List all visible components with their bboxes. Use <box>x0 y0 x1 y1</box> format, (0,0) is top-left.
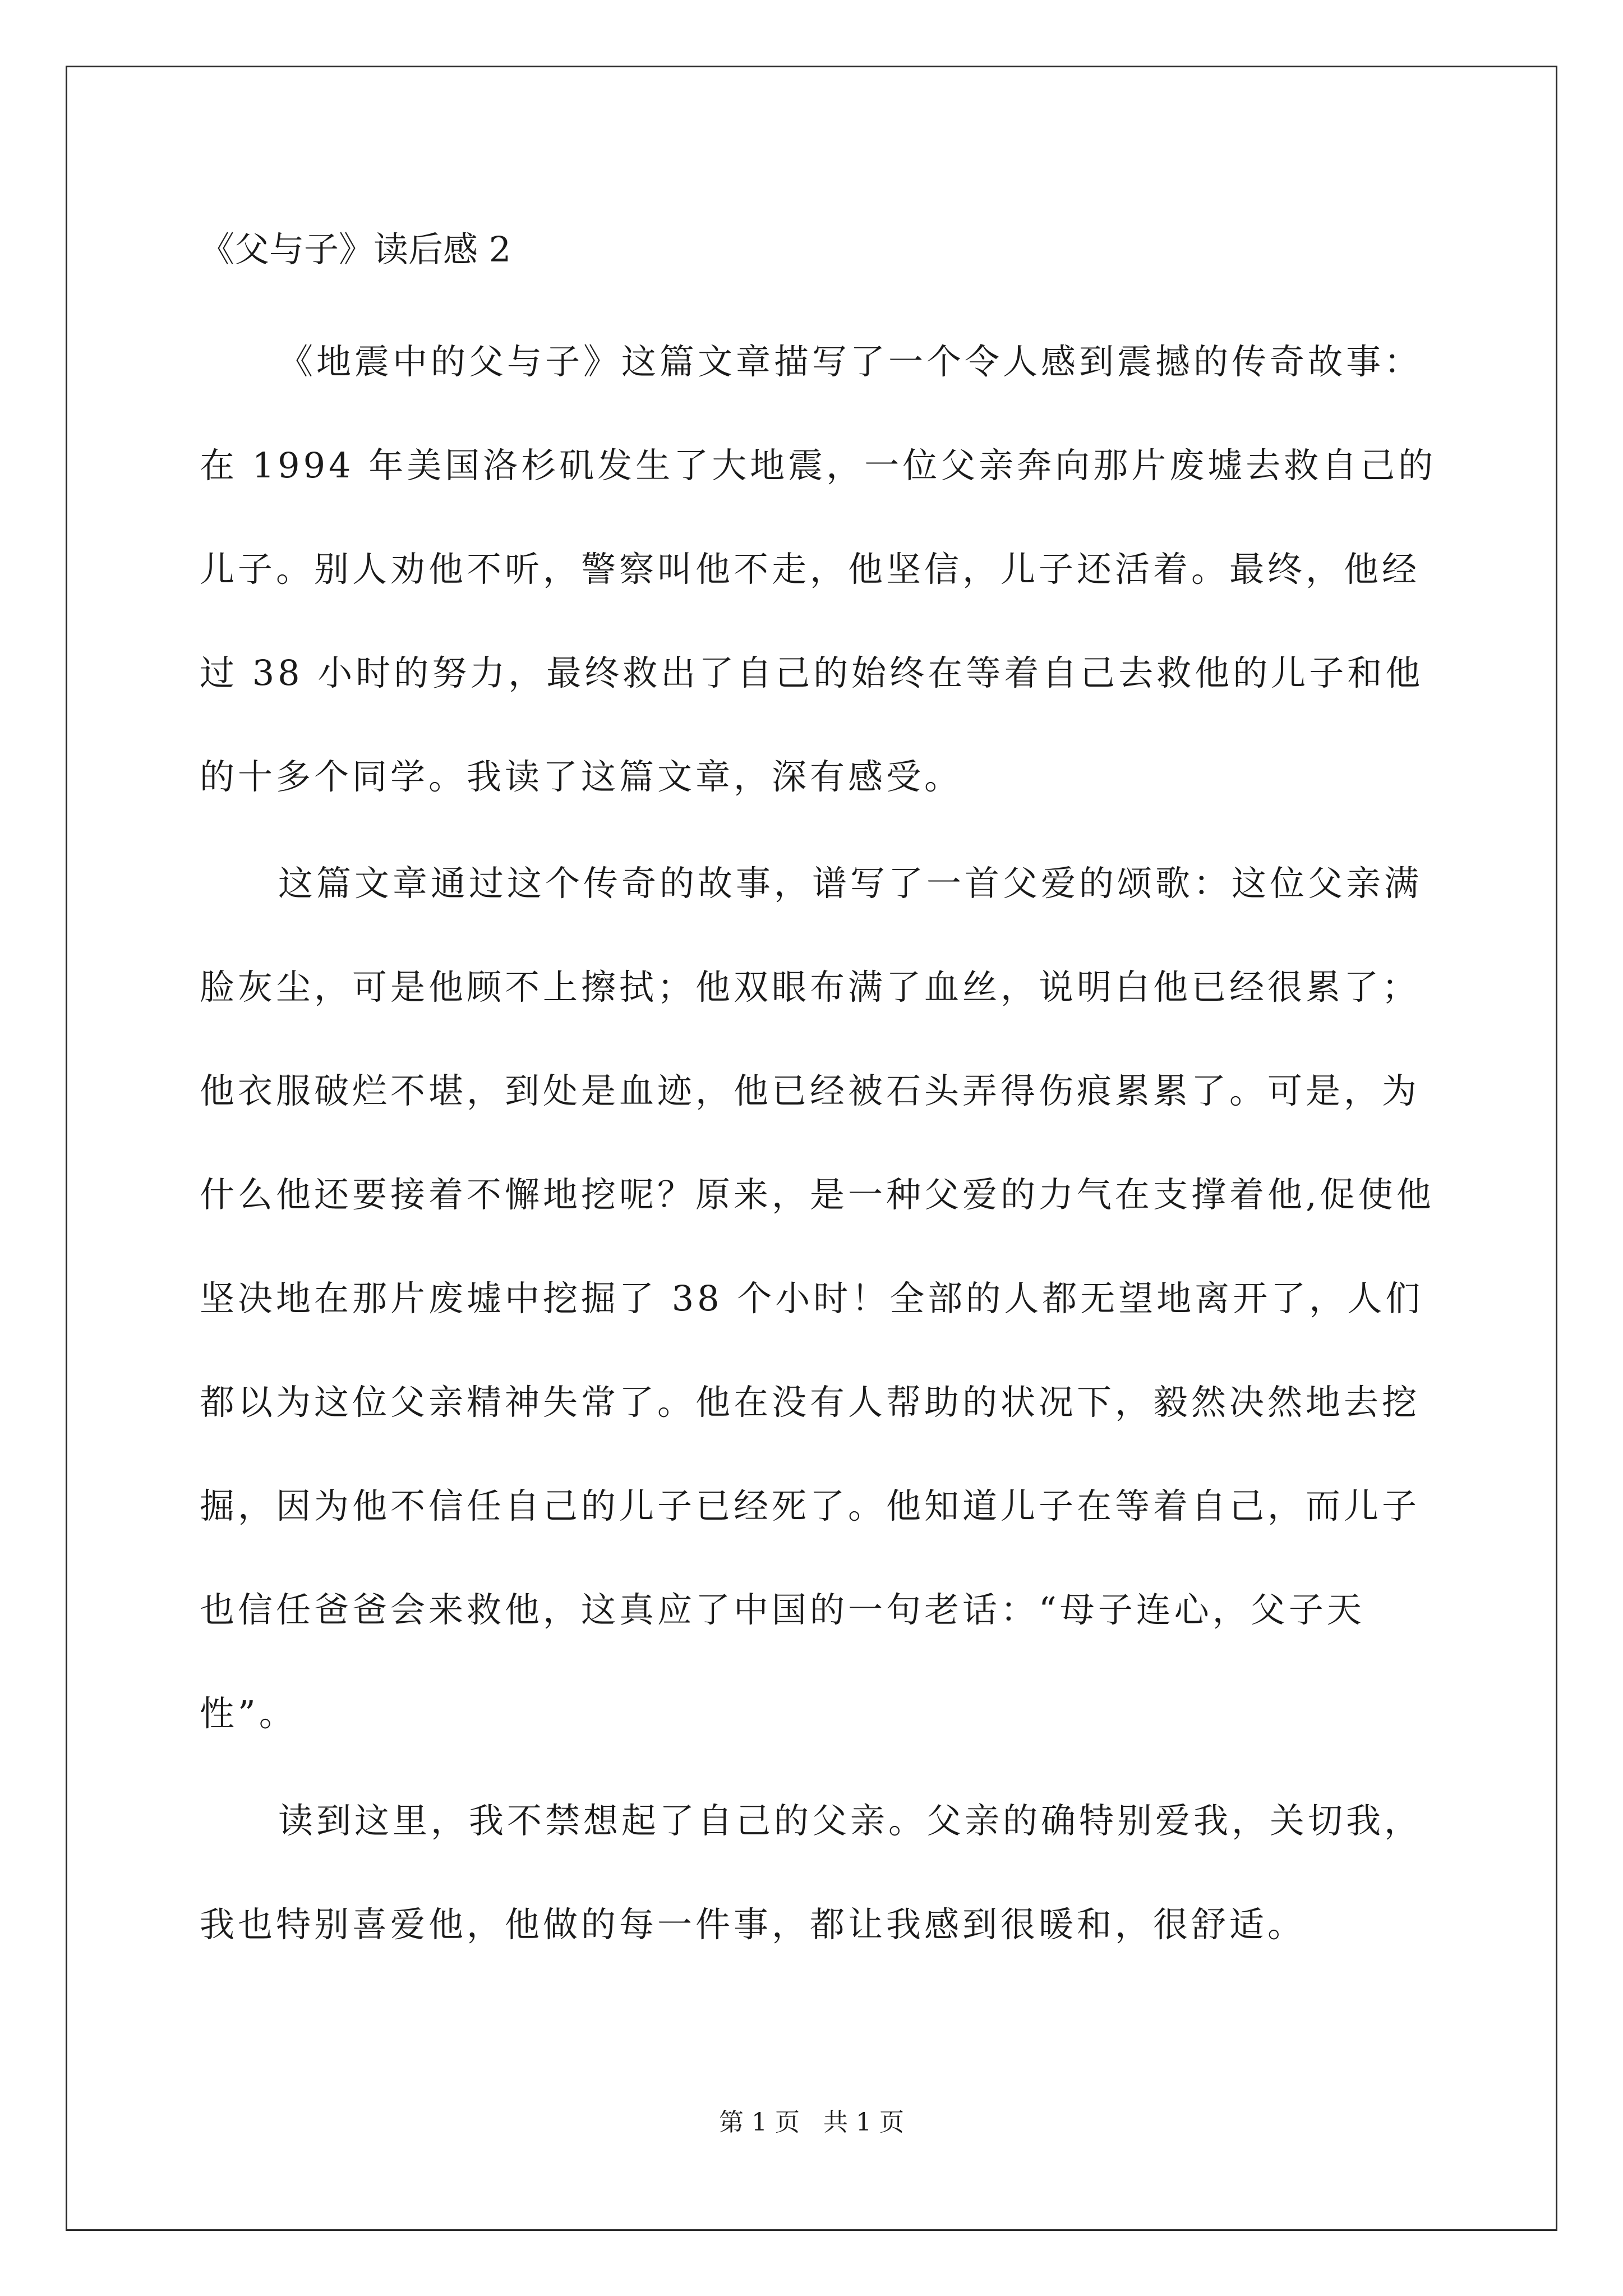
paragraph-3: 读到这里，我不禁想起了自己的父亲。父亲的确特别爱我，关切我，我也特别喜爱他，他做的每一件事，都让我感到很暖和，很舒适。 <box>200 1800 1423 1945</box>
page-footer: 第 1 页 共 1 页 <box>719 2108 904 2137</box>
paragraph-2: 这篇文章通过这个传奇的故事，谱写了一首父爱的颂歌：这位父亲满脸灰尘，可是他顾不上擦拭；他双眼布满了血丝，说明白他已经很累了；他衣服破烂不堪，到处是血迹，他已经被石头弄得伤痕累累了。可是，为什么他还要接着不懈地挖呢？原来，是一种父爱的力气在支撑着他,促使他坚决地在那片废墟中挖掘了 38 个小时！全部的人都无望地离开了，人们都以为这位父亲精神失常了。他在没有人帮助的状况下，毅然决然地去挖掘，因为他不信任自己的儿子已经死了。他知道儿子在等着自己，而儿子也信任爸爸会来救他，这真应了中国的一句老话：“母子连心，父子天性”。 <box>200 863 1435 1734</box>
paragraph-1: 《地震中的父与子》这篇文章描写了一个令人感到震撼的传奇故事：在 1994 年美国洛杉矶发生了大地震，一位父亲奔向那片废墟去救自己的儿子。别人劝他不听，警察叫他不走，他坚信，儿子还活着。最终，他经过 38 小时的努力，最终救出了自己的始终在等着自己去救他的儿子和他的十多个同学。我读了这篇文章，深有感受。 <box>200 341 1437 797</box>
document-title: 《父与子》读后感 2 <box>200 229 511 270</box>
